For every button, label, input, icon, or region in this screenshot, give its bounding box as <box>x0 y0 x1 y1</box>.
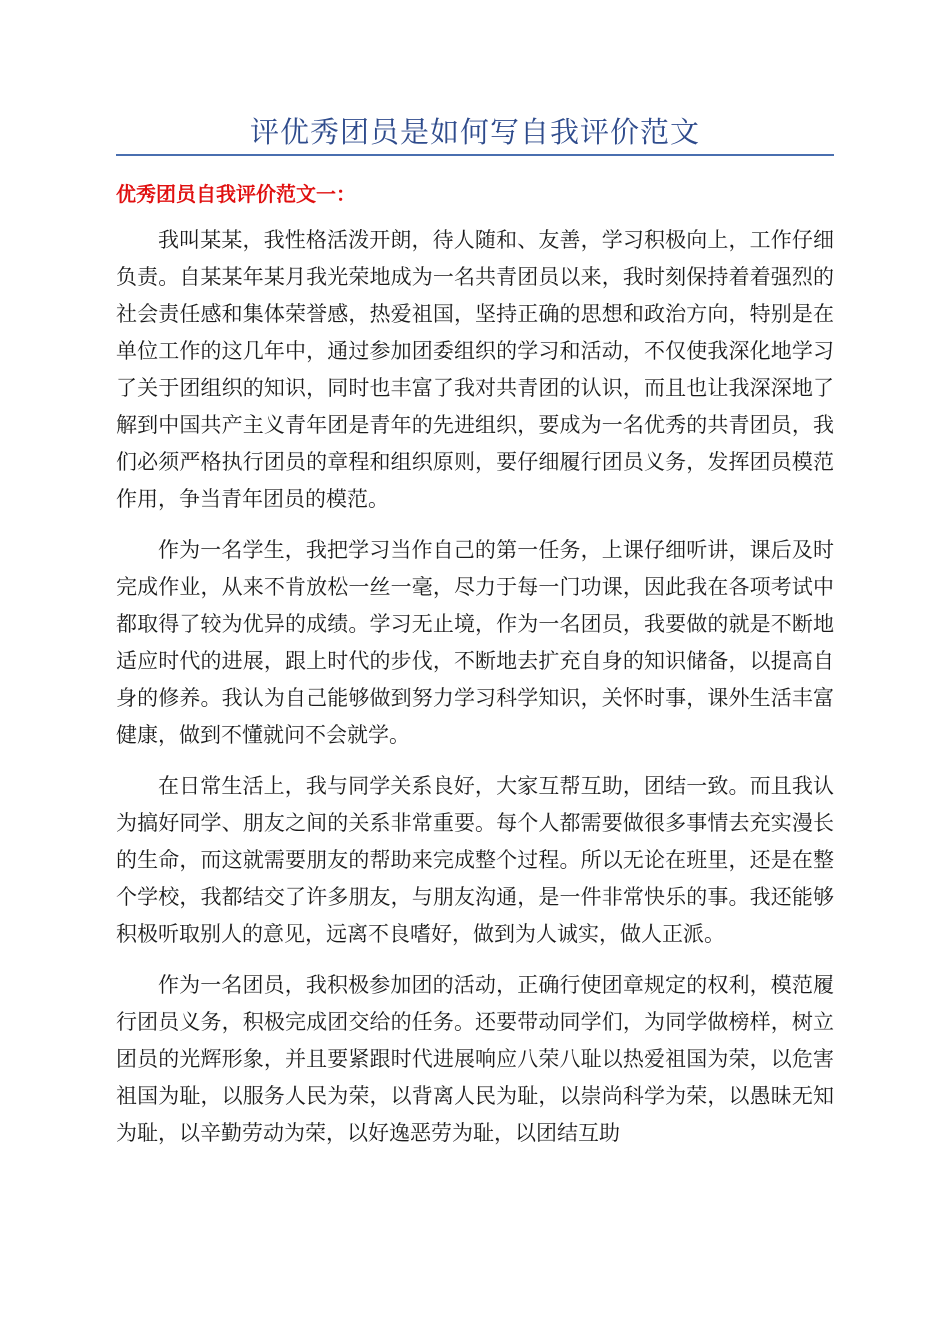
title-underline <box>116 154 834 156</box>
paragraph-1: 我叫某某，我性格活泼开朗，待人随和、友善，学习积极向上，工作仔细负责。自某某年某月我光荣地成为一名共青团员以来，我时刻保持着着强烈的社会责任感和集体荣誉感，热爱祖国，坚持正确的思想和政治方向，特别是在单位工作的这几年中，通过参加团委组织的学习和活动，不仅使我深化地学习了关于团组织的知识，同时也丰富了我对共青团的认识，而且也让我深深地了解到中国共产主义青年团是青年的先进组织，要成为一名优秀的共青团员，我们必须严格执行团员的章程和组织原则，要仔细履行团员义务，发挥团员模范作用，争当青年团员的模范。 <box>116 228 834 511</box>
section-heading: 优秀团员自我评价范文一： <box>116 182 356 206</box>
document-title: 评优秀团员是如何写自我评价范文 <box>249 115 700 149</box>
paragraph-4: 作为一名团员，我积极参加团的活动，正确行使团章规定的权利，模范履行团员义务，积极完成团交给的任务。还要带动同学们，为同学做榜样，树立团员的光辉形象，并且要紧跟时代进展响应八荣八耻以热爱祖国为荣，以危害祖国为耻，以服务人民为荣，以背离人民为耻，以崇尚科学为荣，以愚昧无知为耻，以辛勤劳动为荣，以好逸恶劳为耻，以团结互助 <box>116 973 834 1145</box>
paragraph-2: 作为一名学生，我把学习当作自己的第一任务，上课仔细听讲，课后及时完成作业，从来不肯放松一丝一毫，尽力于每一门功课，因此我在各项考试中都取得了较为优异的成绩。学习无止境，作为一名团员，我要做的就是不断地适应时代的进展，跟上时代的步伐，不断地去扩充自身的知识储备，以提高自身的修养。我认为自己能够做到努力学习科学知识，关怀时事，课外生活丰富健康，做到不懂就问不会就学。 <box>116 538 834 747</box>
document-body <box>116 222 834 1166</box>
paragraph-3: 在日常生活上，我与同学关系良好，大家互帮互助，团结一致。而且我认为搞好同学、朋友之间的关系非常重要。每个人都需要做很多事情去充实漫长的生命，而这就需要朋友的帮助来完成整个过程。所以无论在班里，还是在整个学校，我都结交了许多朋友，与朋友沟通，是一件非常快乐的事。我还能够积极听取别人的意见，远离不良嗜好，做到为人诚实，做人正派。 <box>116 774 834 946</box>
